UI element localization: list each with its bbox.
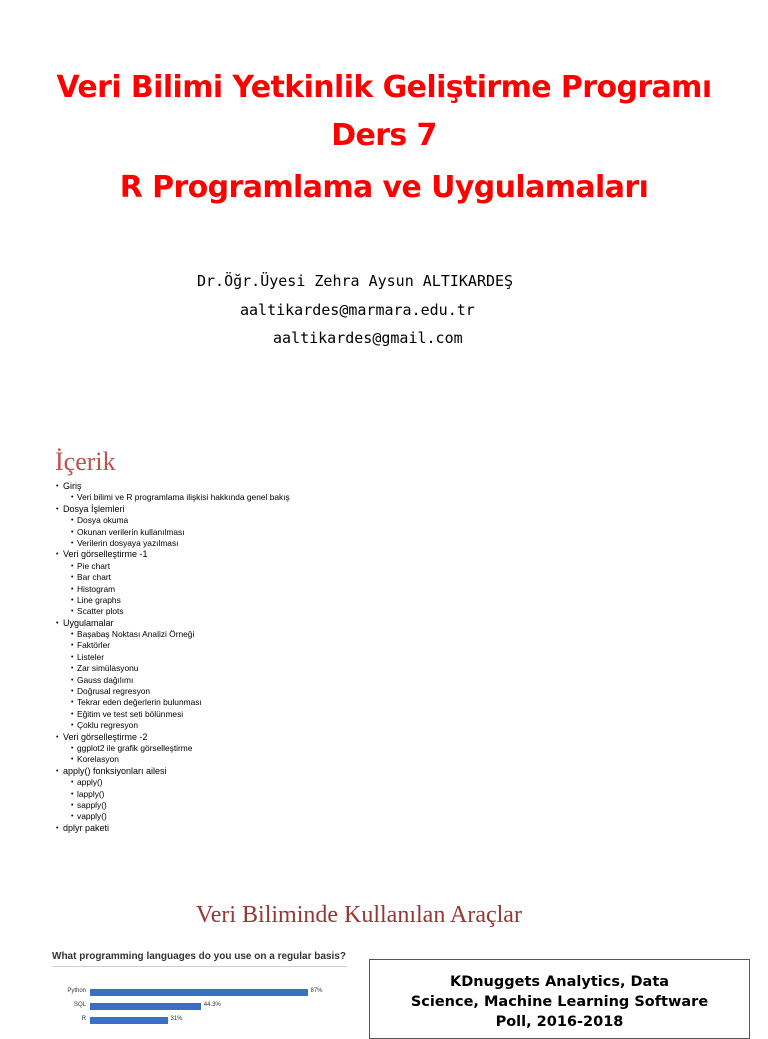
contents-heading: İçerik [55, 447, 116, 476]
toc-sub-item [55, 720, 355, 731]
poll-box-line-1: KDnuggets Analytics, Data [449, 974, 670, 990]
toc-item-label: Dosya İşlemleri [63, 503, 125, 514]
toc-item-label: lapply() [77, 788, 105, 799]
toc-item-label: dplyr paketi [63, 822, 110, 833]
author-email-1: aaltikardes@marmara.edu.tr [240, 301, 475, 319]
toc-item-label: Bar chart [77, 572, 111, 583]
toc-sub-item [55, 561, 355, 572]
toc-item-label: Uygulamalar [63, 617, 114, 628]
bullet-icon: • [56, 505, 59, 513]
toc-item-label: Scatter plots [77, 606, 124, 617]
bullet-icon: • [71, 631, 74, 639]
bullet-icon: • [71, 596, 74, 604]
bullet-icon: • [71, 756, 74, 764]
toc-sub-item [55, 777, 355, 788]
toc-sub-item [55, 675, 355, 686]
toc-item-label: Dosya okuma [77, 515, 129, 526]
toc-sub-item [55, 697, 355, 708]
contents-list [55, 481, 355, 834]
toc-item-label: vapply() [77, 811, 107, 822]
toc-section-item [55, 504, 355, 515]
toc-item-label: Veri görselleştirme -2 [63, 731, 148, 742]
toc-sub-item [55, 606, 355, 617]
bullet-icon: • [56, 483, 59, 490]
bullet-icon: • [71, 665, 74, 673]
bullet-icon: • [56, 551, 59, 559]
bar-category-label: Python [67, 988, 86, 994]
bullet-icon: • [71, 642, 74, 650]
title-line-1: Veri Bilimi Yetkinlik Geliştirme Programı [56, 70, 712, 105]
bullet-icon: • [56, 733, 59, 741]
bullet-icon: • [71, 790, 74, 798]
bullet-icon: • [71, 688, 74, 696]
toc-item-label: Doğrusal regresyon [77, 686, 151, 697]
bullet-icon: • [56, 767, 59, 775]
bullet-icon: • [71, 779, 74, 787]
bar-category-label: R [81, 1016, 86, 1022]
bullet-icon: • [71, 676, 74, 684]
toc-item-label: Pie chart [77, 560, 111, 571]
toc-sub-item [55, 584, 355, 595]
toc-sub-item [55, 640, 355, 651]
toc-sub-item [55, 811, 355, 822]
toc-section-item [55, 732, 355, 743]
bullet-icon: • [71, 528, 74, 536]
bullet-icon: • [71, 574, 74, 582]
bullet-icon: • [71, 801, 74, 809]
bar-sql [90, 1003, 201, 1010]
bullet-icon: • [71, 813, 74, 821]
toc-sub-item [55, 527, 355, 538]
toc-item-label: Verilerin dosyaya yazılması [77, 537, 179, 548]
bar-r [90, 1017, 168, 1024]
toc-item-label: Zar simülasyonu [77, 663, 139, 674]
toc-sub-item [55, 663, 355, 674]
toc-item-label: Tekrar eden değerlerin bulunması [77, 697, 202, 708]
author-email-2: aaltikardes@gmail.com [273, 329, 463, 347]
toc-sub-item [55, 800, 355, 811]
toc-item-label: Listeler [77, 651, 104, 662]
bullet-icon: • [71, 608, 74, 616]
toc-item-label: Eğitim ve test seti bölünmesi [77, 708, 184, 719]
toc-item-label: Veri görselleştirme -1 [63, 549, 148, 560]
toc-sub-item [55, 754, 355, 765]
toc-item-label: apply() [77, 777, 103, 788]
bullet-icon: • [71, 699, 74, 707]
toc-sub-item [55, 789, 355, 800]
bullet-icon: • [71, 710, 74, 718]
toc-sub-item [55, 686, 355, 697]
kdnuggets-poll-box [369, 959, 750, 1039]
bullet-icon: • [71, 744, 74, 752]
bullet-icon: • [71, 722, 74, 730]
toc-section-item [55, 823, 355, 834]
bar-value-label: 44.3% [203, 1002, 221, 1008]
toc-item-label: Line graphs [77, 594, 121, 605]
toc-item-label: sapply() [77, 799, 107, 810]
toc-section-item [55, 549, 355, 560]
toc-item-label: Başabaş Noktası Analizi Örneği [77, 629, 195, 640]
toc-item-label: Histogram [77, 583, 116, 594]
bullet-icon: • [71, 539, 74, 547]
toc-sub-item [55, 743, 355, 754]
title-line-3: R Programlama ve Uygulamaları [119, 170, 649, 205]
poll-box-line-3: Poll, 2016-2018 [495, 1014, 624, 1030]
toc-section-item [55, 481, 355, 492]
bullet-icon: • [71, 653, 74, 661]
toc-item-label: apply() fonksiyonları ailesi [63, 765, 167, 776]
toc-section-item [55, 766, 355, 777]
bullet-icon: • [56, 619, 59, 627]
toc-item-label: Çoklu regresyon [77, 720, 138, 731]
poll-box-line-2: Science, Machine Learning Software [410, 994, 709, 1010]
bar-value-label: 87% [310, 988, 323, 994]
toc-sub-item [55, 709, 355, 720]
chart-title: What programming languages do you use on a regular basis? [52, 951, 346, 962]
toc-sub-item [55, 595, 355, 606]
toc-item-label: Okunan verilerin kullanılması [77, 526, 185, 537]
toc-section-item [55, 618, 355, 629]
toc-sub-item [55, 538, 355, 549]
toc-item-label: Veri bilimi ve R programlama ilişkisi hakkında genel bakış [77, 492, 290, 503]
bar-value-label: 31% [170, 1016, 183, 1022]
bullet-icon: • [71, 517, 74, 525]
toc-item-label: Gauss dağılımı [77, 674, 134, 685]
toc-sub-item [55, 492, 355, 503]
bullet-icon: • [56, 824, 59, 832]
toc-item-label: Giriş [63, 481, 82, 491]
tools-heading: Veri Biliminde Kullanılan Araçlar [196, 902, 522, 928]
toc-item-label: Faktörler [77, 640, 111, 651]
bar-category-label: SQL [73, 1002, 86, 1008]
toc-sub-item [55, 629, 355, 640]
author-name: Dr.Öğr.Üyesi Zehra Aysun ALTIKARDEŞ [197, 272, 514, 290]
bullet-icon: • [71, 562, 74, 570]
toc-item-label: Korelasyon [77, 754, 119, 765]
toc-sub-item [55, 572, 355, 583]
toc-item-label: ggplot2 ile grafik görselleştirme [77, 742, 193, 753]
toc-sub-item [55, 652, 355, 663]
bullet-icon: • [71, 585, 74, 593]
bar-python [90, 989, 308, 996]
toc-sub-item [55, 515, 355, 526]
chart-divider [52, 966, 347, 967]
title-line-2: Ders 7 [331, 118, 437, 153]
bullet-icon: • [71, 494, 74, 502]
